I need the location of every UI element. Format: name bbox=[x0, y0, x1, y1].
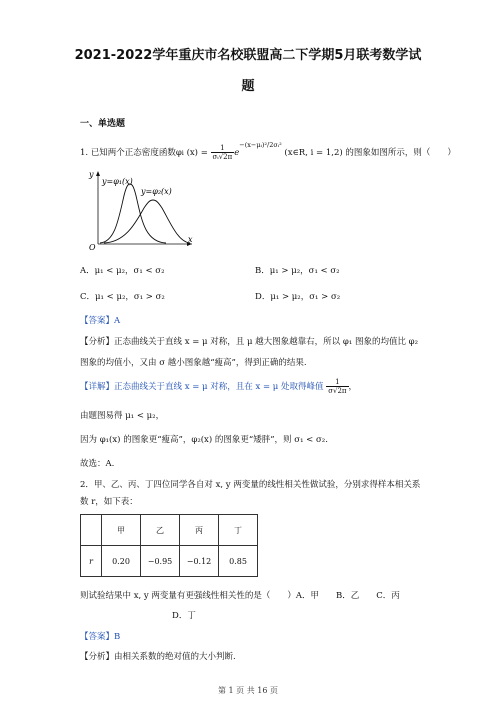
section-heading: 一、单选题 bbox=[80, 119, 126, 129]
q2-correlation-table bbox=[80, 514, 258, 577]
table-row bbox=[81, 546, 258, 577]
q1-analysis-line-2: 图象的均值小，又由 σ 越小图象越“瘦高”，得到正确的结果. bbox=[80, 358, 307, 368]
q1-conclusion: 故选：A. bbox=[80, 459, 115, 469]
table-cell: −0.95 bbox=[141, 546, 180, 577]
q1-detail-line-3: 因为 φ₁(x) 的图象更“瘦高”，φ₂(x) 的图象更“矮胖”，则 σ₁ < σ₂. bbox=[80, 435, 328, 445]
q1-detail-line-1: 【详解】正态曲线关于直线 x = μ 对称，且在 x = μ 处取得峰值 $\frac{1}{\sigma√2\pi}$ ， bbox=[80, 378, 358, 395]
table-cell: −0.12 bbox=[180, 546, 219, 577]
table-header-cell: 甲 bbox=[102, 515, 141, 546]
table-header-cell: 丙 bbox=[180, 515, 219, 546]
title-line-1: 2021-2022学年重庆市名校联盟高二下学期5月联考数学试 bbox=[74, 48, 422, 63]
q1-option-c: C．μ₁ < μ₂，σ₁ > σ₂ bbox=[80, 292, 165, 302]
q1-fraction: $\frac{1}{\text{σᵢ√2π}}$ bbox=[212, 143, 233, 161]
q1-detail-line-2: 由题图易得 μ₁ < μ₂， bbox=[80, 411, 165, 421]
q1-answer: 【答案】A bbox=[80, 316, 121, 326]
y-label: y bbox=[89, 170, 94, 179]
q2-analysis: 【分析】由相关系数的绝对值的大小判断. bbox=[80, 652, 236, 662]
q1-analysis-line-1: 【分析】正态曲线关于直线 x = μ 对称，且 μ 越大图象越靠右，所以 φ₁ 图象的均值比 φ₂ bbox=[80, 337, 419, 347]
curve-phi2 bbox=[104, 200, 190, 243]
q1-stem: 1. 已知两个正态密度函数φi (x) = $\frac{1}{\text{σᵢ√2π}}$ $e^{-(x-\mu ᵢ)^2/2\sigma ᵢ^2}$ (x∈R, i = 1,2) 的图象如图所示，则（ ） bbox=[80, 141, 456, 161]
q2-stem-line-1: 2．甲、乙、丙、丁四位同学各自对 x, y 两变量的线性相关性做试验，分别求得样本相关系 bbox=[80, 480, 421, 490]
table-header-cell: 丁 bbox=[219, 515, 258, 546]
q1-exponent: −(x−μᵢ)²/2σᵢ² bbox=[239, 141, 282, 149]
phi1-label: y=φ₁(x) bbox=[102, 177, 133, 186]
table-cell: 0.85 bbox=[219, 546, 258, 577]
q2-stem-line-2: 数 r，如下表： bbox=[80, 497, 138, 507]
q1-detail-fraction: $\frac{1}{\sigma√2\pi}$ bbox=[328, 378, 347, 395]
table-row-label: r bbox=[81, 546, 102, 577]
q2-answer: 【答案】B bbox=[80, 632, 121, 642]
table-cell: 0.20 bbox=[102, 546, 141, 577]
phi2-label: y=φ₂(x) bbox=[141, 187, 172, 196]
q2-question: 则试验结果中 x, y 两变量有更强线性相关性的是（ ）A．甲 B．乙 C．丙 bbox=[80, 591, 400, 601]
normal-curves-figure bbox=[86, 170, 196, 250]
x-label: x bbox=[188, 235, 193, 244]
q2-option-d: D．丁 bbox=[172, 611, 196, 621]
q1-option-d: D．μ₁ > μ₂，σ₁ > σ₂ bbox=[255, 292, 341, 302]
table-header-cell bbox=[81, 515, 102, 546]
table-header-row bbox=[81, 515, 258, 546]
page-title bbox=[60, 40, 436, 102]
page-footer: 第 1 页 共 16 页 bbox=[218, 686, 278, 695]
title-line-2: 题 bbox=[241, 79, 255, 94]
q1-option-a: A．μ₁ < μ₂，σ₁ < σ₂ bbox=[80, 266, 165, 276]
origin-label: O bbox=[89, 243, 96, 250]
table-header-cell: 乙 bbox=[141, 515, 180, 546]
y-axis-arrow bbox=[96, 171, 100, 176]
q1-option-b: B．μ₁ > μ₂，σ₁ < σ₂ bbox=[255, 266, 340, 276]
